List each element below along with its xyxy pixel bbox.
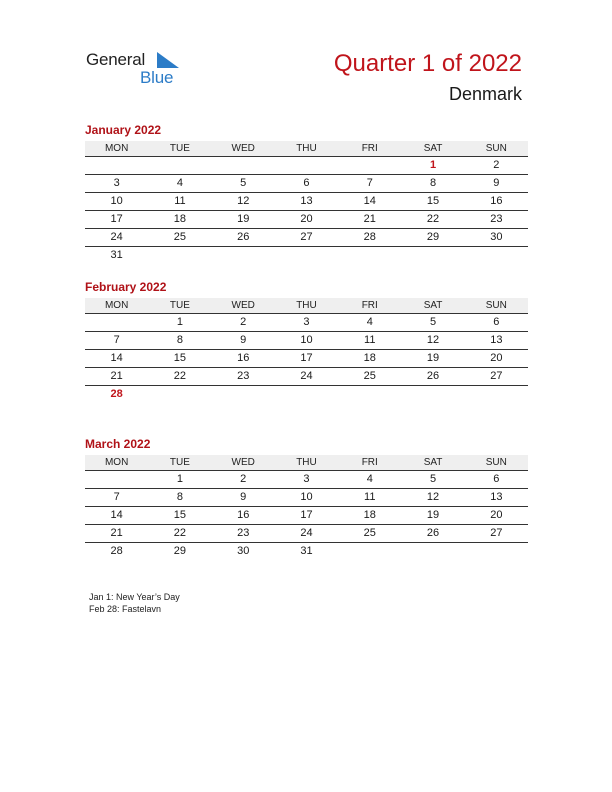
day-cell: 3 <box>113 177 120 189</box>
day-cell: 16 <box>237 352 250 364</box>
day-cell: 30 <box>490 231 503 243</box>
weekday-label: SUN <box>485 457 507 468</box>
day-cell: 25 <box>363 527 376 539</box>
weekday-label: TUE <box>169 143 190 154</box>
day-cell: 2 <box>240 316 247 328</box>
day-cell: 13 <box>490 334 503 346</box>
day-cell: 3 <box>303 473 310 485</box>
day-cell: 11 <box>364 334 376 346</box>
month-block <box>85 280 528 403</box>
day-cell: 29 <box>173 545 187 557</box>
day-cell: 23 <box>490 213 503 225</box>
day-cell: 5 <box>240 177 247 189</box>
day-cell: 25 <box>363 370 376 382</box>
day-cell: 16 <box>237 509 250 521</box>
empty-day-cell <box>275 157 338 174</box>
day-cell: 15 <box>173 509 187 521</box>
weekday-header <box>85 141 528 157</box>
logo-general-text: General <box>86 50 146 69</box>
logo <box>86 50 186 90</box>
day-cell: 11 <box>174 195 186 207</box>
empty-day-cell <box>338 543 401 560</box>
page-title: Quarter 1 of 2022 <box>333 50 522 77</box>
day-cell: 18 <box>363 509 376 521</box>
empty-day-cell <box>338 157 401 174</box>
day-cell: 22 <box>173 527 187 539</box>
day-cell: 27 <box>300 231 313 243</box>
week-row <box>85 543 528 560</box>
day-cell: 7 <box>113 491 120 503</box>
weekday-label: SAT <box>423 457 443 468</box>
day-cell: 15 <box>173 352 187 364</box>
day-cell: 19 <box>237 213 250 225</box>
empty-day-cell <box>465 386 528 403</box>
day-cell: 8 <box>176 334 183 346</box>
day-cell: 2 <box>493 159 500 171</box>
day-cell: 11 <box>364 491 376 503</box>
weekday-label: TUE <box>169 457 190 468</box>
month-title: February 2022 <box>85 280 167 294</box>
day-cell: 6 <box>303 177 310 189</box>
weekday-label: THU <box>296 457 317 468</box>
day-cell: 5 <box>429 316 437 328</box>
day-cell: 23 <box>237 370 250 382</box>
day-cell: 15 <box>426 195 440 207</box>
week-row <box>85 525 528 543</box>
week-row <box>85 193 528 211</box>
empty-day-cell <box>148 157 211 174</box>
month-block <box>85 123 528 264</box>
day-cell: 1 <box>429 159 437 171</box>
day-cell: 7 <box>366 177 373 189</box>
empty-day-cell <box>465 543 528 560</box>
empty-day-cell <box>401 386 464 403</box>
month-title: January 2022 <box>85 123 162 137</box>
day-cell: 29 <box>426 231 440 243</box>
week-row <box>85 386 528 403</box>
day-cell: 20 <box>490 352 503 364</box>
week-row <box>85 332 528 350</box>
empty-day-cell <box>148 386 211 403</box>
weekday-label: SUN <box>485 300 507 311</box>
empty-day-cell <box>212 157 275 174</box>
weekday-label: FRI <box>361 457 378 468</box>
holiday-note: Feb 28: Fastelavn <box>89 604 162 614</box>
day-cell: 13 <box>300 195 313 207</box>
weekday-label: MON <box>104 457 129 468</box>
day-cell: 6 <box>493 316 500 328</box>
day-cell: 4 <box>366 316 373 328</box>
empty-day-cell <box>338 247 401 264</box>
day-cell: 12 <box>426 491 440 503</box>
weekday-label: THU <box>296 300 317 311</box>
day-cell: 9 <box>493 177 500 189</box>
weekday-label: SUN <box>485 143 507 154</box>
day-cell: 22 <box>173 370 187 382</box>
weekday-label: MON <box>104 300 129 311</box>
weekday-label: FRI <box>361 143 378 154</box>
day-cell: 26 <box>426 370 440 382</box>
week-row <box>85 229 528 247</box>
day-cell: 17 <box>300 509 313 521</box>
logo-blue-text: Blue <box>140 68 174 87</box>
empty-day-cell <box>212 386 275 403</box>
day-cell: 20 <box>490 509 503 521</box>
day-cell: 27 <box>490 370 503 382</box>
day-cell: 4 <box>366 473 373 485</box>
day-cell: 24 <box>300 527 313 539</box>
day-cell: 14 <box>110 509 123 521</box>
week-row <box>85 350 528 368</box>
day-cell: 12 <box>426 334 440 346</box>
day-cell: 18 <box>363 352 376 364</box>
weekday-header <box>85 455 528 471</box>
day-cell: 21 <box>110 370 123 382</box>
empty-day-cell <box>338 386 401 403</box>
empty-day-cell <box>148 247 211 264</box>
week-row <box>85 157 528 175</box>
day-cell: 16 <box>490 195 503 207</box>
day-cell: 7 <box>113 334 120 346</box>
weekday-label: WED <box>231 143 255 154</box>
day-cell: 14 <box>363 195 376 207</box>
day-cell: 2 <box>240 473 247 485</box>
day-cell: 23 <box>237 527 250 539</box>
day-cell: 8 <box>176 491 183 503</box>
week-row <box>85 247 528 264</box>
day-cell: 4 <box>176 177 183 189</box>
day-cell: 10 <box>110 195 123 207</box>
empty-day-cell <box>401 247 464 264</box>
day-cell: 6 <box>493 473 500 485</box>
weekday-header <box>85 298 528 314</box>
week-row <box>85 471 528 489</box>
day-cell: 21 <box>110 527 123 539</box>
day-cell: 18 <box>173 213 187 225</box>
day-cell: 28 <box>110 545 123 557</box>
day-cell: 1 <box>176 316 183 328</box>
day-cell: 14 <box>110 352 123 364</box>
weekday-label: TUE <box>169 300 190 311</box>
day-cell: 31 <box>110 249 123 261</box>
day-cell: 9 <box>240 491 247 503</box>
empty-day-cell <box>85 314 148 331</box>
day-cell: 20 <box>300 213 313 225</box>
day-cell: 9 <box>240 334 247 346</box>
month-block <box>85 437 528 560</box>
empty-day-cell <box>465 247 528 264</box>
day-cell: 22 <box>426 213 440 225</box>
day-cell: 5 <box>429 473 437 485</box>
day-cell: 12 <box>237 195 250 207</box>
week-row <box>85 489 528 507</box>
week-row <box>85 314 528 332</box>
empty-day-cell <box>275 247 338 264</box>
day-cell: 24 <box>300 370 313 382</box>
weekday-label: SAT <box>423 300 443 311</box>
day-cell: 28 <box>363 231 376 243</box>
weekday-label: WED <box>231 300 255 311</box>
weekday-label: MON <box>104 143 129 154</box>
day-cell: 24 <box>110 231 123 243</box>
day-cell: 10 <box>300 491 313 503</box>
week-row <box>85 507 528 525</box>
week-row <box>85 368 528 386</box>
month-title: March 2022 <box>85 437 151 451</box>
weekday-label: THU <box>296 143 317 154</box>
logo-flag-icon <box>157 52 179 68</box>
day-cell: 1 <box>176 473 183 485</box>
empty-day-cell <box>85 471 148 488</box>
holiday-notes <box>89 591 180 615</box>
day-cell: 3 <box>303 316 310 328</box>
weekday-label: WED <box>231 457 255 468</box>
day-cell: 19 <box>426 509 440 521</box>
day-cell: 28 <box>110 388 123 400</box>
day-cell: 26 <box>237 231 250 243</box>
weekday-label: FRI <box>361 300 378 311</box>
empty-day-cell <box>212 247 275 264</box>
week-row <box>85 175 528 193</box>
holiday-note: Jan 1: New Year’s Day <box>89 592 180 602</box>
day-cell: 8 <box>429 177 437 189</box>
day-cell: 19 <box>426 352 440 364</box>
empty-day-cell <box>275 386 338 403</box>
day-cell: 30 <box>237 545 250 557</box>
empty-day-cell <box>401 543 464 560</box>
day-cell: 13 <box>490 491 503 503</box>
country-label: Denmark <box>448 84 522 104</box>
empty-day-cell <box>85 157 148 174</box>
day-cell: 26 <box>426 527 440 539</box>
day-cell: 10 <box>300 334 313 346</box>
day-cell: 17 <box>300 352 313 364</box>
day-cell: 17 <box>110 213 123 225</box>
day-cell: 31 <box>300 545 313 557</box>
week-row <box>85 211 528 229</box>
day-cell: 21 <box>363 213 376 225</box>
weekday-label: SAT <box>423 143 443 154</box>
day-cell: 25 <box>173 231 187 243</box>
day-cell: 27 <box>490 527 503 539</box>
